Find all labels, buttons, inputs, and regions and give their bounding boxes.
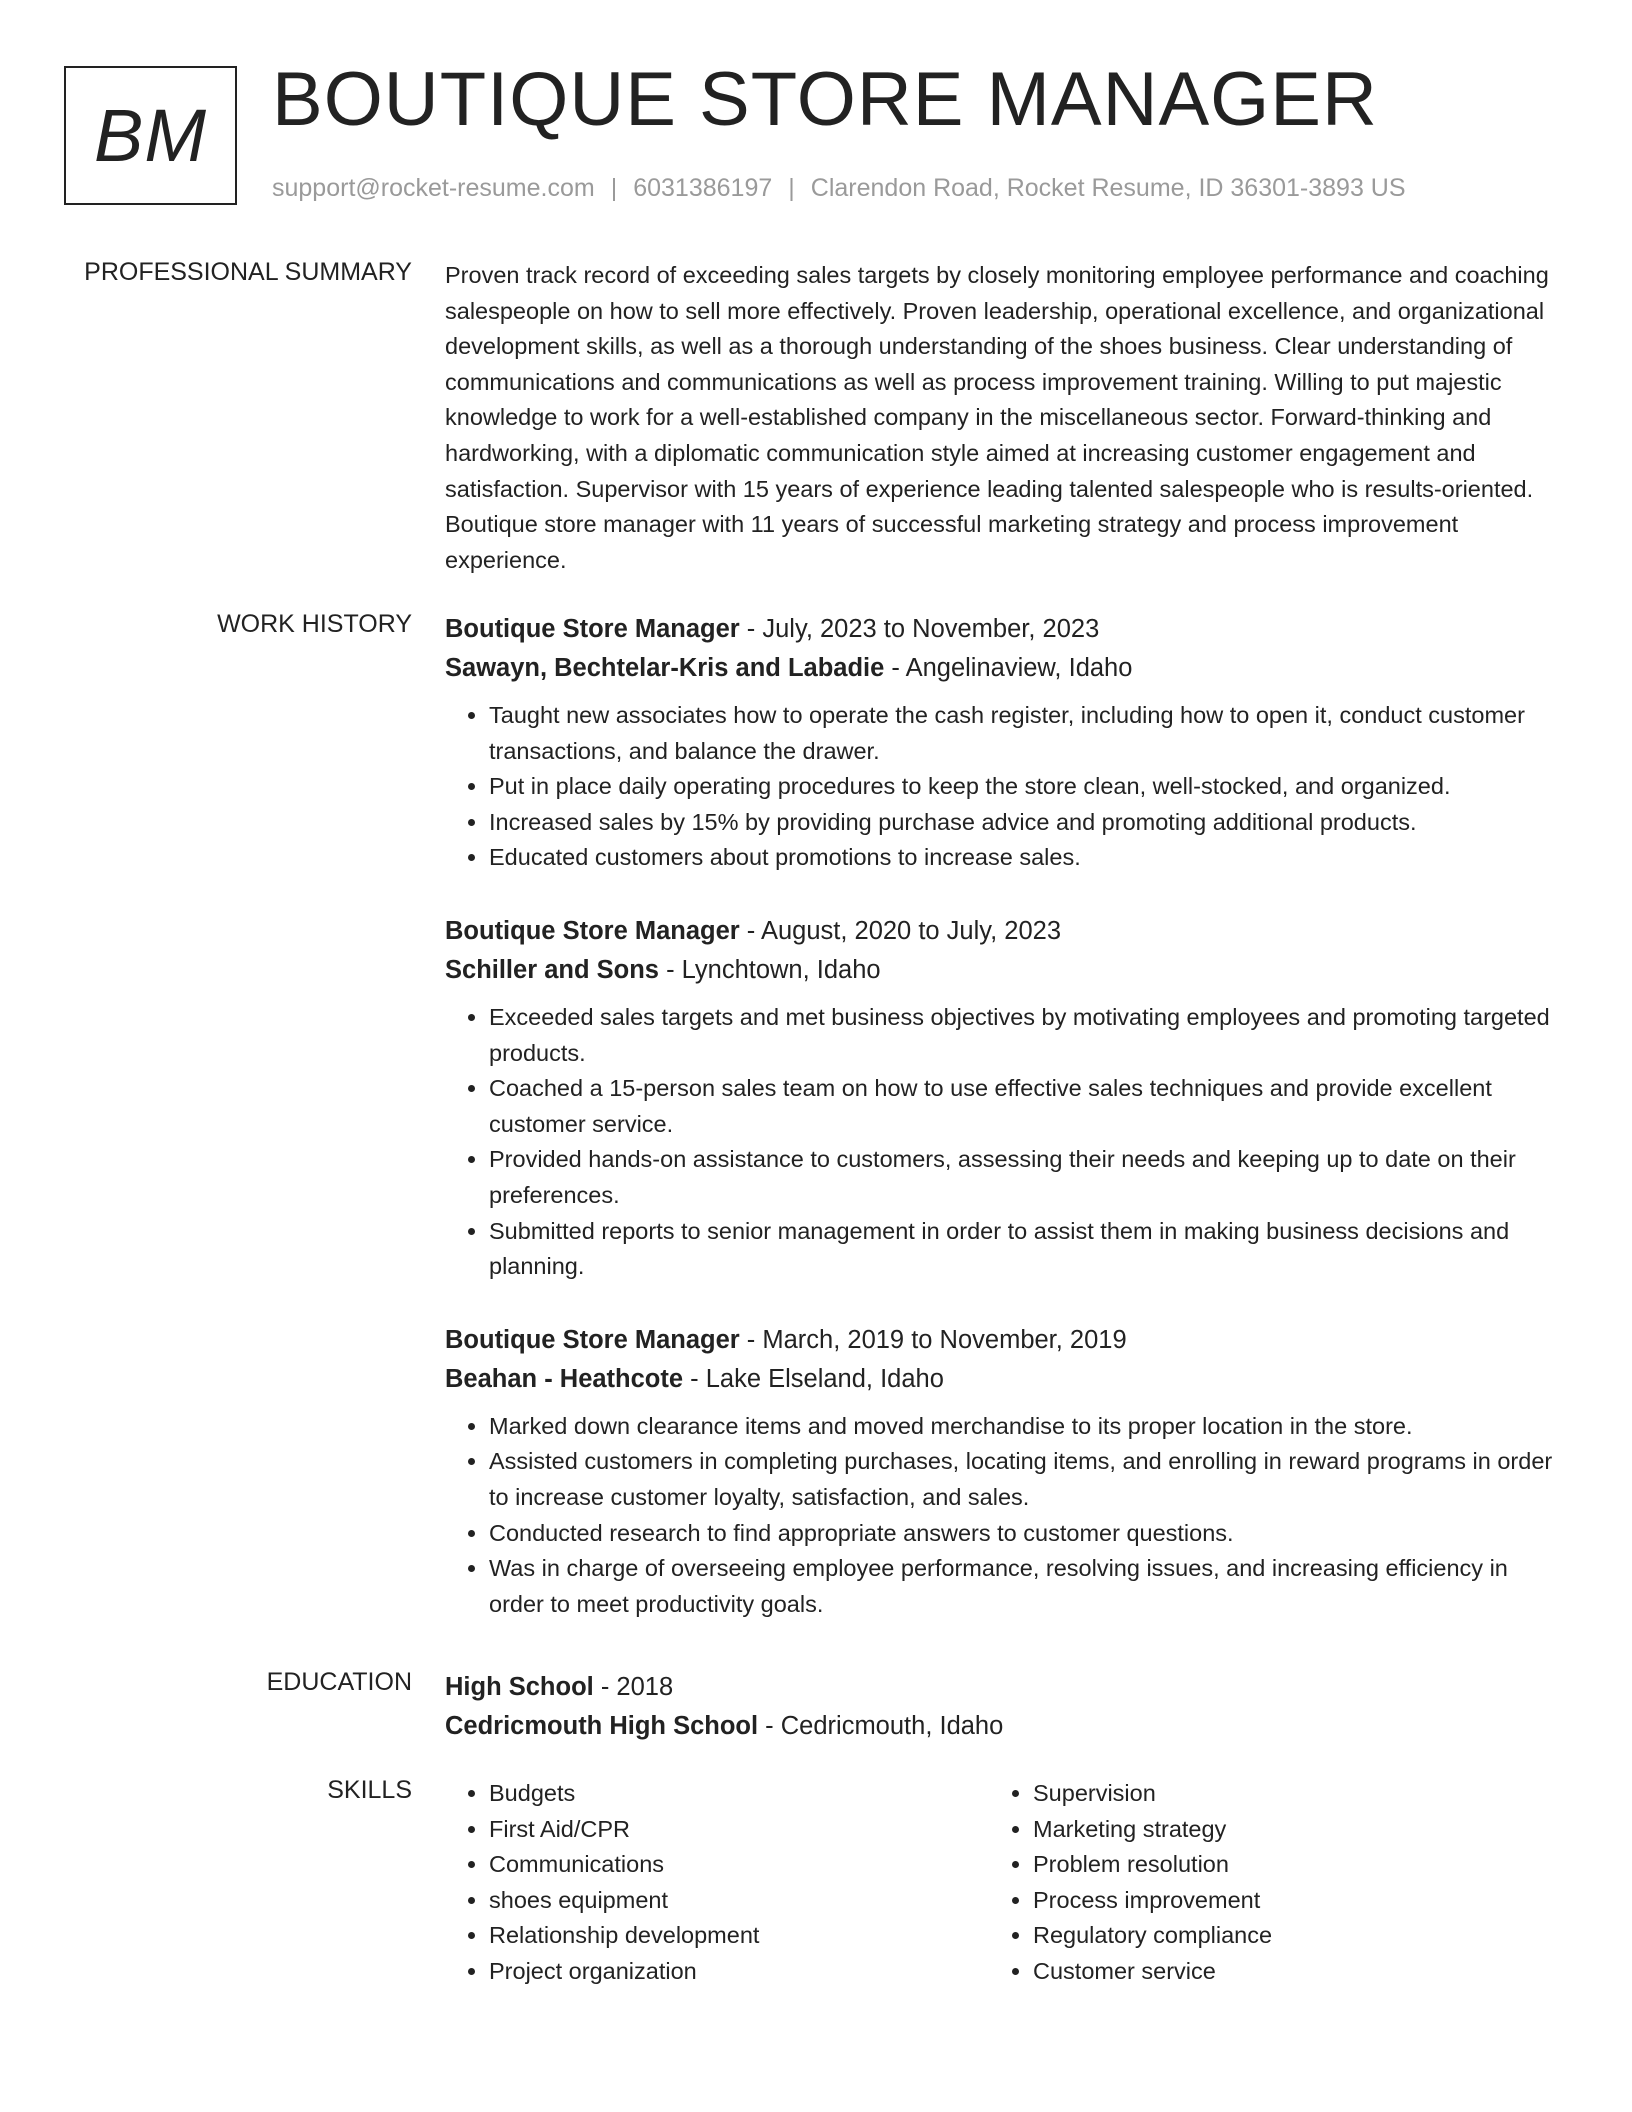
education-location: - Cedricmouth, Idaho [758, 1712, 1004, 1740]
education-body [445, 1668, 1560, 1746]
job-company: Sawayn, Bechtelar-Kris and Labadie [445, 654, 885, 682]
job-bullet: • Exceeded sales targets and met business objectives by motivating employees and promoting targeted products. [489, 1000, 1560, 1071]
skill-item: • Communications [489, 1847, 989, 1883]
contact-separator: | [788, 174, 795, 202]
contact-address: Clarendon Road, Rocket Resume, ID 36301-3893 US [810, 174, 1406, 202]
job-dates: - August, 2020 to July, 2023 [739, 916, 1062, 945]
skill-item: • Project organization [489, 1954, 989, 1990]
job-bullet: • Increased sales by 15% by providing purchase advice and promoting additional products. [489, 805, 1560, 841]
education-school-line [445, 1707, 1560, 1746]
contact-separator: | [610, 174, 618, 202]
section-label-skills: SKILLS [327, 1776, 412, 1804]
skill-item: • Marketing strategy [1033, 1812, 1533, 1848]
skills-list-right [989, 1776, 1533, 1990]
job-bullet: • Marked down clearance items and moved merchandise to its proper location in the store. [489, 1409, 1560, 1445]
job-bullet: • Assisted customers in completing purchases, locating items, and enrolling in reward programs in order to increase customer loyalty, satisfaction, and sales. [489, 1444, 1560, 1515]
job-bullet: • Was in charge of overseeing employee performance, resolving issues, and increasing efficiency in order to meet productivity goals. [489, 1551, 1560, 1622]
contact-email[interactable]: support@rocket-resume.com [272, 174, 595, 202]
work-history-body [445, 610, 1560, 1658]
skill-item: • Process improvement [1033, 1883, 1533, 1919]
education-year: - 2018 [593, 1673, 674, 1701]
job-bullet: • Submitted reports to senior management in order to assist them in making business decisions and planning. [489, 1214, 1560, 1285]
skill-item: • Budgets [489, 1776, 989, 1812]
job-bullet: • Provided hands-on assistance to customers, assessing their needs and keeping up to date on their preferences. [489, 1142, 1560, 1213]
job-entry [445, 912, 1560, 1285]
job-company: Beahan - Heathcote [445, 1364, 684, 1393]
skills-body [445, 1776, 1560, 1990]
resume-title: BOUTIQUE STORE MANAGER [272, 57, 1378, 142]
skill-item: • Relationship development [489, 1918, 989, 1954]
skill-item: • First Aid/CPR [489, 1812, 989, 1848]
job-title: Boutique Store Manager [445, 1325, 740, 1354]
job-title-line [445, 1321, 1560, 1360]
job-bullets [445, 1000, 1560, 1285]
job-bullet: • Conducted research to find appropriate answers to customer questions. [489, 1516, 1560, 1552]
monogram-initials: BM [94, 93, 207, 177]
job-title: Boutique Store Manager [445, 615, 740, 643]
skill-item: • Supervision [1033, 1776, 1533, 1812]
job-dates: - July, 2023 to November, 2023 [739, 615, 1100, 643]
section-label-education: EDUCATION [266, 1668, 412, 1696]
job-bullet: • Put in place daily operating procedures to keep the store clean, well-stocked, and organized. [489, 769, 1560, 805]
job-company-line [445, 1360, 1560, 1399]
job-entry [445, 1321, 1560, 1623]
section-label-work-history: WORK HISTORY [217, 610, 412, 638]
job-title: Boutique Store Manager [445, 916, 740, 945]
education-degree-line [445, 1668, 1560, 1707]
job-bullets [445, 698, 1560, 876]
job-dates: - March, 2019 to November, 2019 [739, 1325, 1127, 1354]
job-bullet: • Educated customers about promotions to increase sales. [489, 840, 1560, 876]
job-location: - Lake Elseland, Idaho [683, 1364, 944, 1393]
skill-item: • shoes equipment [489, 1883, 989, 1919]
skill-item: • Customer service [1033, 1954, 1533, 1990]
job-company-line [445, 649, 1560, 688]
job-bullet: • Coached a 15-person sales team on how to use effective sales techniques and provide excellent customer service. [489, 1071, 1560, 1142]
contact-phone[interactable]: 6031386197 [633, 174, 773, 202]
job-location: - Angelinaview, Idaho [884, 654, 1133, 682]
section-label-summary: PROFESSIONAL SUMMARY [84, 258, 412, 286]
job-entry [445, 610, 1560, 876]
job-title-line [445, 610, 1560, 649]
skill-item: • Regulatory compliance [1033, 1918, 1533, 1954]
skills-columns [445, 1776, 1560, 1990]
job-location: - Lynchtown, Idaho [658, 955, 881, 984]
job-bullet: • Taught new associates how to operate the cash register, including how to open it, conduct customer transactions, and balance the drawer. [489, 698, 1560, 769]
skill-item: • Problem resolution [1033, 1847, 1533, 1883]
job-title-line [445, 912, 1560, 951]
job-company: Schiller and Sons [445, 955, 659, 984]
education-degree: High School [445, 1673, 594, 1701]
monogram-box [64, 66, 237, 205]
contact-line [272, 174, 1406, 203]
summary-body [445, 258, 1560, 578]
summary-text: Proven track record of exceeding sales targets by closely monitoring employee performance and coaching salespeople on how to sell more effectively. Proven leadership, operational excellence, and organizational development skills, as well as a thorough understanding of the shoes business. Clear understanding of communications and communications as well as process improvement training. Willing to put majestic knowledge to work for a well-established company in the miscellaneous sector. Forward-thinking and hardworking, with a diplomatic communication style aimed at increasing customer engagement and satisfaction. Supervisor with 15 years of experience leading talented salespeople who is results-oriented. Boutique store manager with 11 years of successful marketing strategy and process improvement experience. [445, 262, 1549, 573]
education-school: Cedricmouth High School [445, 1712, 759, 1740]
job-bullets [445, 1409, 1560, 1623]
job-company-line [445, 951, 1560, 990]
skills-list-left [445, 1776, 989, 1990]
